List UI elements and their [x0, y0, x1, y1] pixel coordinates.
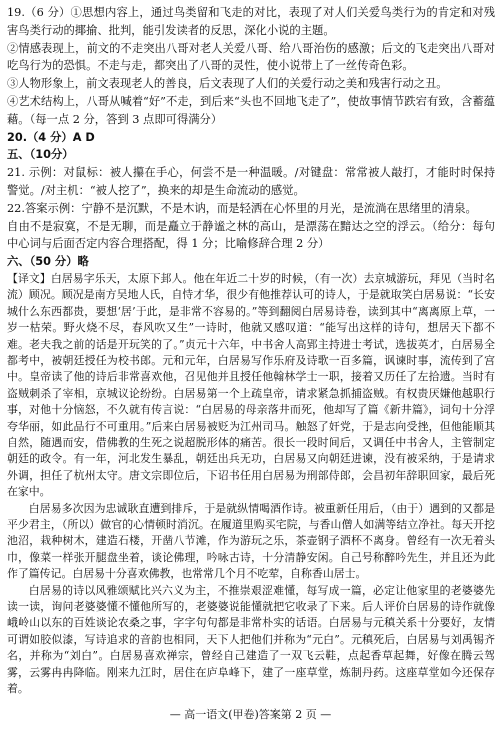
- answer-paragraph: ④艺术结构上，八哥从喊着“好”不走，到后来“头也不回地飞走了”，使故事情节跌宕有致，含蓄蕴藉。（每一点 2 分，答到 3 点即可得满分）: [7, 94, 495, 126]
- answer-paragraph: ②情感表现上，前文的不走突出八哥对老人关爱八哥、给八哥治伤的感激；后文的飞走突出八哥对吃鸟行为的恐惧。不走与走，都突出了八哥的灵性，使小说带上了一丝传奇色彩。: [7, 41, 495, 73]
- answer-paragraph: 自由不是寂寞，不是无聊，而是矗立于静谧之林的高山，是漂荡在黯达之空的浮云。（给分：每句中心词与后面否定内容合理搭配，得 1 分；比喻修辞合理 2 分）: [7, 219, 495, 251]
- section-heading: 六、（50 分）略: [7, 255, 89, 269]
- translation-section: [7, 271, 495, 698]
- section-heading: 20.（4 分）A D: [7, 130, 95, 144]
- translation-paragraph: 白居易的诗以风雅颂赋比兴六义为主，不推崇艰涩难懂，每写成一篇，必定让他家里的老婆婆先读一读，询问老婆婆懂不懂他所写的，老婆婆说能懂就把它收录了下来。后人评价白居易的诗作就像峨岭山以东的百姓谈论农桑之事，字字句句都是非常朴实的话语。白居易与元稹关系十分要好，友情可谓如胶似漆，写诗追求的音韵也相同，天下人把他们并称为“元白”。元稹死后，白居易与刘禹锡齐名，并称为“刘白”。白居易喜欢禅宗，曾经自己建造了一双飞云鞋，点起香草起舞，好像在腾云驾雾，云雾冉冉降临。刚来九江时，居住在庐阜峰下，建了一座草堂，炼制丹药。这座草堂如今还保存着。: [7, 583, 495, 696]
- translation-paragraph: 白居易多次因为忠诚耿直遭到排斥，于是就纵情喝酒作诗。被重新任用后，（由于）遇到的又都是平少君主，（所以）做官的心情顿时消沉。在履道里购买宅院，与香山僧人如满等结立净社。每天开挖池沼，栽种树木，建造石楼，开凿八节滩，作为游玩之乐，茶壶钢子酒杯不离身。曾经有一次无着头巾，像菜一样张开腿盘坐着，谈论佛理，吟咏古诗，十分清静安闲。自己号称醉吟先生，并且还为此作了篇传记。白居易十分喜欢佛教，也常常几个月不吃荤，自称香山居士。: [7, 501, 495, 581]
- answer-paragraph: 19.（6 分）①思想内容上，通过鸟类留和飞走的对比，表现了对人们关爱鸟类行为的肯定和对残害鸟类行动的揶揄、批判，能引发读者的反思，深化小说的主题。: [7, 6, 495, 37]
- answer-page: [7, 4, 495, 698]
- section-heading: 五、（10分）: [7, 148, 74, 162]
- answer-paragraph: 22.答案示例：宁静不是沉默，不是木讷，而是轻洒在心怀里的月光，是流淌在思绪里的清泉。: [7, 201, 477, 215]
- translation-paragraph: 【译文】白居易字乐天，太原下邽人。他在年近二十岁的时候，（有一次）去京城游玩，拜见（当时名流）顾况。顾况是南方吴地人氏，自恃才华，很少有他推荐认可的诗人，于是就取笑白居易说：“长安城什么东西都贵，要想‘居’于此，是非常不容易的。”等到翻阅白居易诗卷，读到其中“离离原上草，一岁一枯荣。野火烧不尽，春风吹又生”一诗时，他就又感叹道：“能写出这样的诗句，想居天下都不难。老夫我之前的话是开玩笑的了。”贞元十六年，中书舍人高郢主持进士考试，选拔英才，白居易全都考中，被朝廷授任为校书郎。元和元年，白居易写作乐府及诗歌一百多篇，讽谏时事，流传到了宫中。皇帝读了他的诗后非常喜欢他，召见他并且授任他翰林学士一职，接着又历任了左拾遗。当时有盗贼刺杀了宰相，京城议论纷纷。白居易第一个上疏皇帝，请求紧急抓捕盗贼。有权贵厌嫌他越职行事，对他十分恼怒，不久就有传言说：“白居易的母亲落井而死，他却写了篇《新井篇》，词句十分浮夸华丽，如此品行不可重用。”后来白居易被贬为江州司马。触怒了奸党，于是志向受挫，但他能顺其自然，随遇而安，借佛教的生死之说超脱形体的痛苦。很长一段时间后，又调任中书舍人，主管制定朝廷的政令。有一年，河北发生暴乱，朝廷出兵无功，白居易又向朝廷进谏，没有被采纳，于是请求外调，担任了杭州太守。唐文宗即位后，下诏书任用白居易为刑部侍郎，会昌初年辞职回家，最后死在家中。: [7, 271, 495, 499]
- answer-paragraph: ③人物形象上，前文表现老人的善良，后文表现了人们的关爱行动之美和残害行动之丑。: [7, 77, 448, 91]
- answer-section: [7, 4, 495, 271]
- page-footer: — 高一语文(甲卷)答案第 2 页 —: [169, 708, 332, 721]
- answer-paragraph: 21. 示例：对鼠标：被人攥在手心，何尝不是一种温暖。/对键盘：常常被人敲打，才能时时保持警觉。/对主机：“被人挖了”，换来的却是生命流动的感觉。: [7, 166, 495, 197]
